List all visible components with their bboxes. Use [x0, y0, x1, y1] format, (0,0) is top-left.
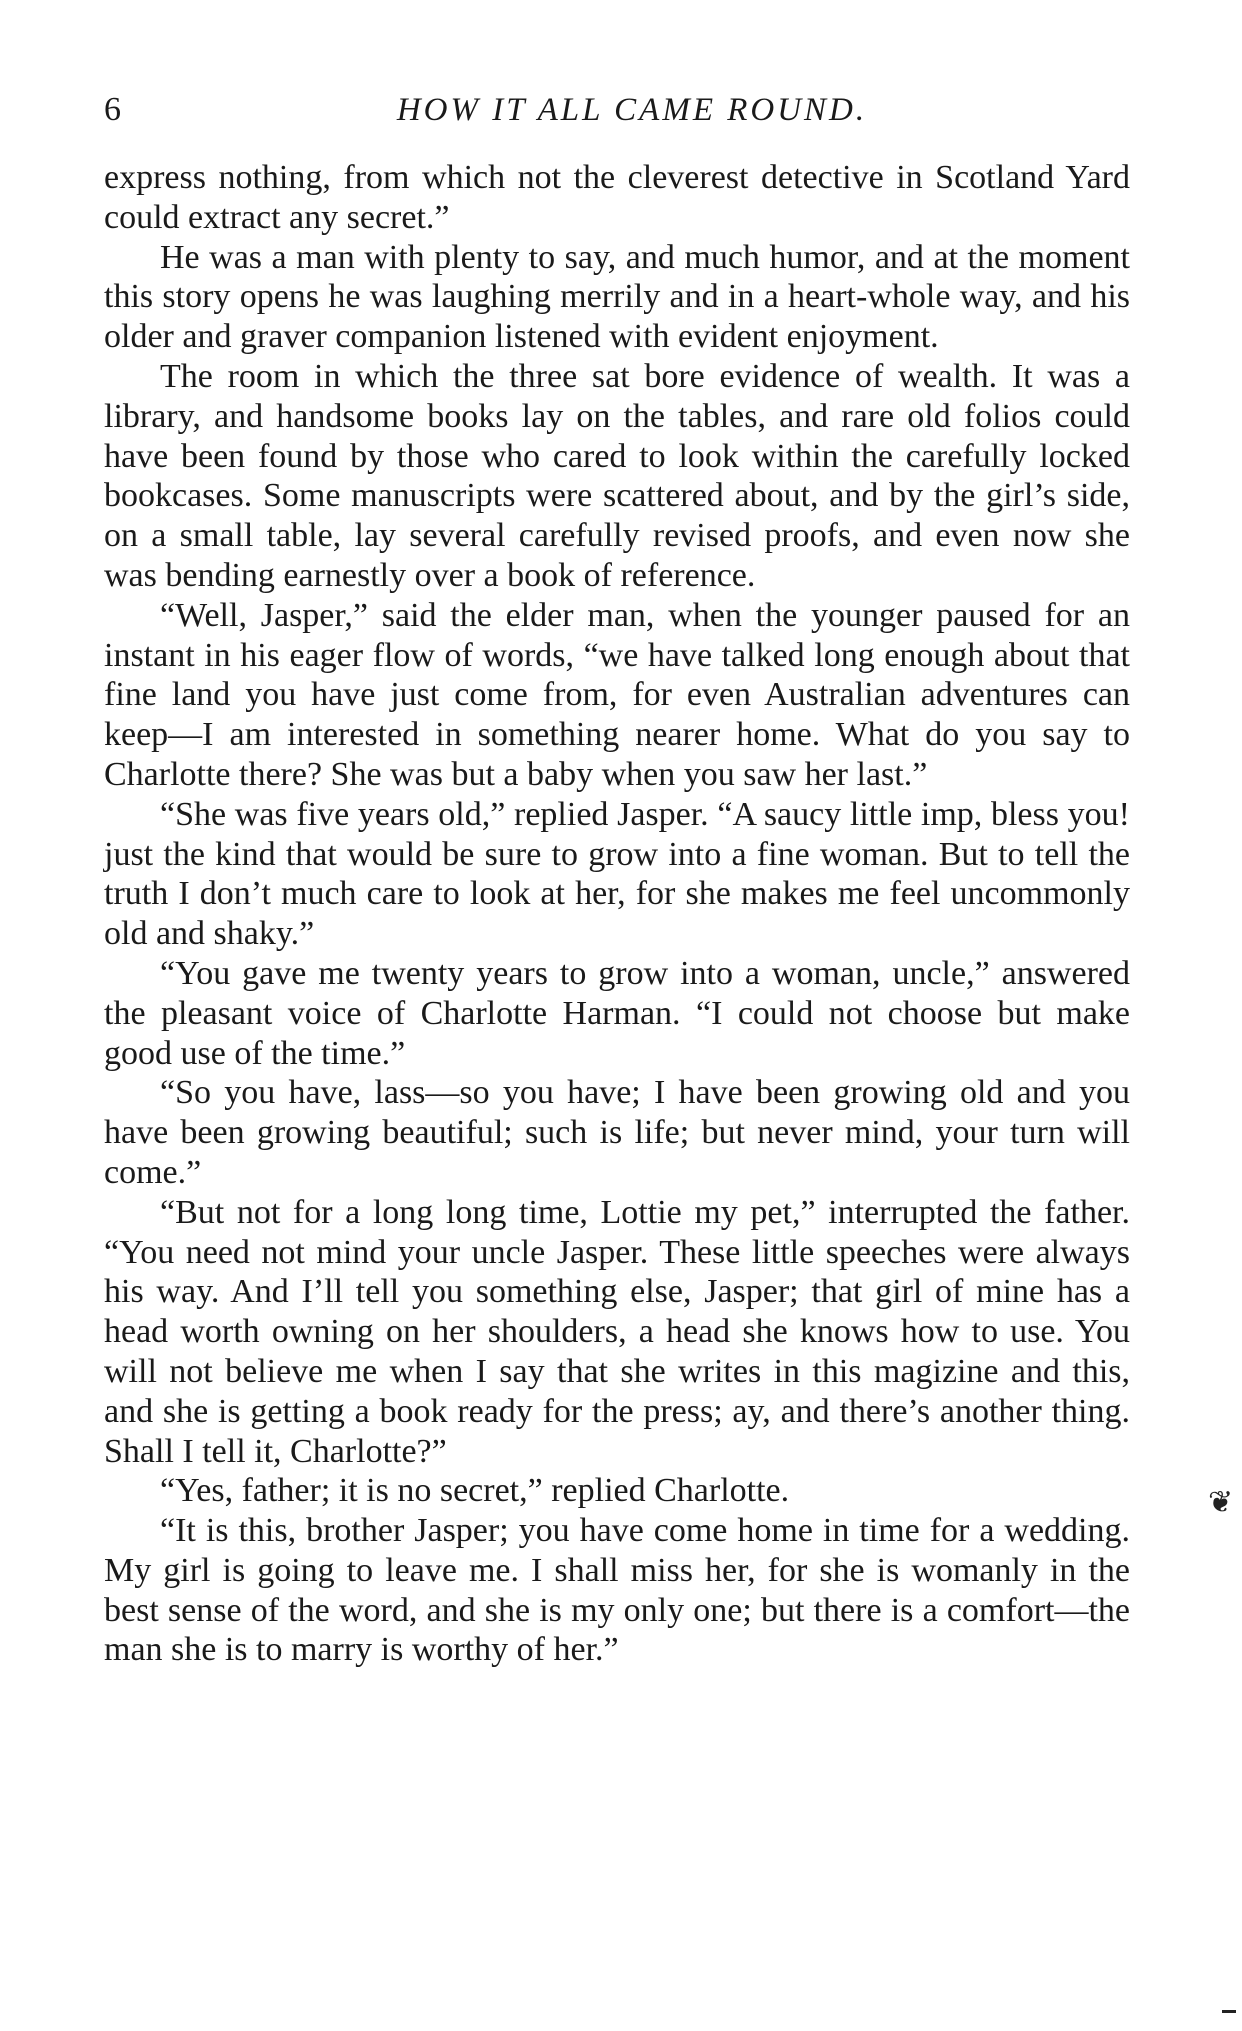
- margin-ink-mark-icon: ❦: [1208, 1486, 1234, 1519]
- paragraph: “But not for a long long time, Lottie my pet,” interrupted the father. “You need not mind your uncle Jasper. These little speeches were always his way. And I’ll tell you something else, Jasper; that girl of mine has a head worth owning on her shoulders, a head she knows how to use. You will not believe me when I say that she writes in this magizine and this, and she is getting a book ready for the press; ay, and there’s another thing. Shall I tell it, Charlotte?”: [104, 1193, 1130, 1470]
- paragraph: “You gave me twenty years to grow into a woman, uncle,” answered the pleasant voice of Charlotte Harman. “I could not choose but make good use of the time.”: [104, 954, 1130, 1072]
- paragraph: He was a man with plenty to say, and much humor, and at the moment this story opens he was laughing merrily and in a heart-whole way, and his older and graver companion listened with evident enjoyment.: [104, 238, 1130, 356]
- paragraph: “Yes, father; it is no secret,” replied Charlotte.: [160, 1472, 790, 1510]
- paragraph: “So you have, lass—so you have; I have been growing old and you have been growing beautiful; such is life; but never mind, your turn will come.”: [104, 1074, 1130, 1191]
- page-edge-mark: [1222, 2010, 1236, 2013]
- running-head: [104, 88, 1130, 132]
- paragraph: “It is this, brother Jasper; you have come home in time for a wedding. My girl is going to leave me. I shall miss her, for she is womanly in the best sense of the word, and she is my only one; but there is a comfort—the man she is to marry is worthy of her.”: [104, 1512, 1130, 1669]
- paragraph-continued: express nothing, from which not the cleverest detective in Scotland Yard could extract any secret.”: [104, 159, 1130, 236]
- paragraph: The room in which the three sat bore evidence of wealth. It was a library, and handsome books lay on the tables, and rare old folios could have been found by those who cared to look within the carefully locked bookcases. Some manuscripts were scattered about, and by the girl’s side, on a small table, lay several carefully revised proofs, and even now she was bending earnestly over a book of reference.: [104, 357, 1130, 594]
- paragraph: “Well, Jasper,” said the elder man, when the younger paused for an instant in his eager flow of words, “we have talked long enough about that fine land you have just come from, for even Australian adventures can keep—I am interested in something nearer home. What do you say to Charlotte there? She was but a baby when you saw her last.”: [104, 596, 1130, 793]
- body-text: [104, 158, 1130, 1670]
- running-title: HOW IT ALL CAME ROUND.: [396, 92, 868, 128]
- paragraph: “She was five years old,” replied Jasper. “A saucy little imp, bless you! just the kind that would be sure to grow into a fine woman. But to tell the truth I don’t much care to look at her, for she makes me feel uncommonly old and shaky.”: [104, 795, 1130, 953]
- page-number: 6: [104, 91, 121, 128]
